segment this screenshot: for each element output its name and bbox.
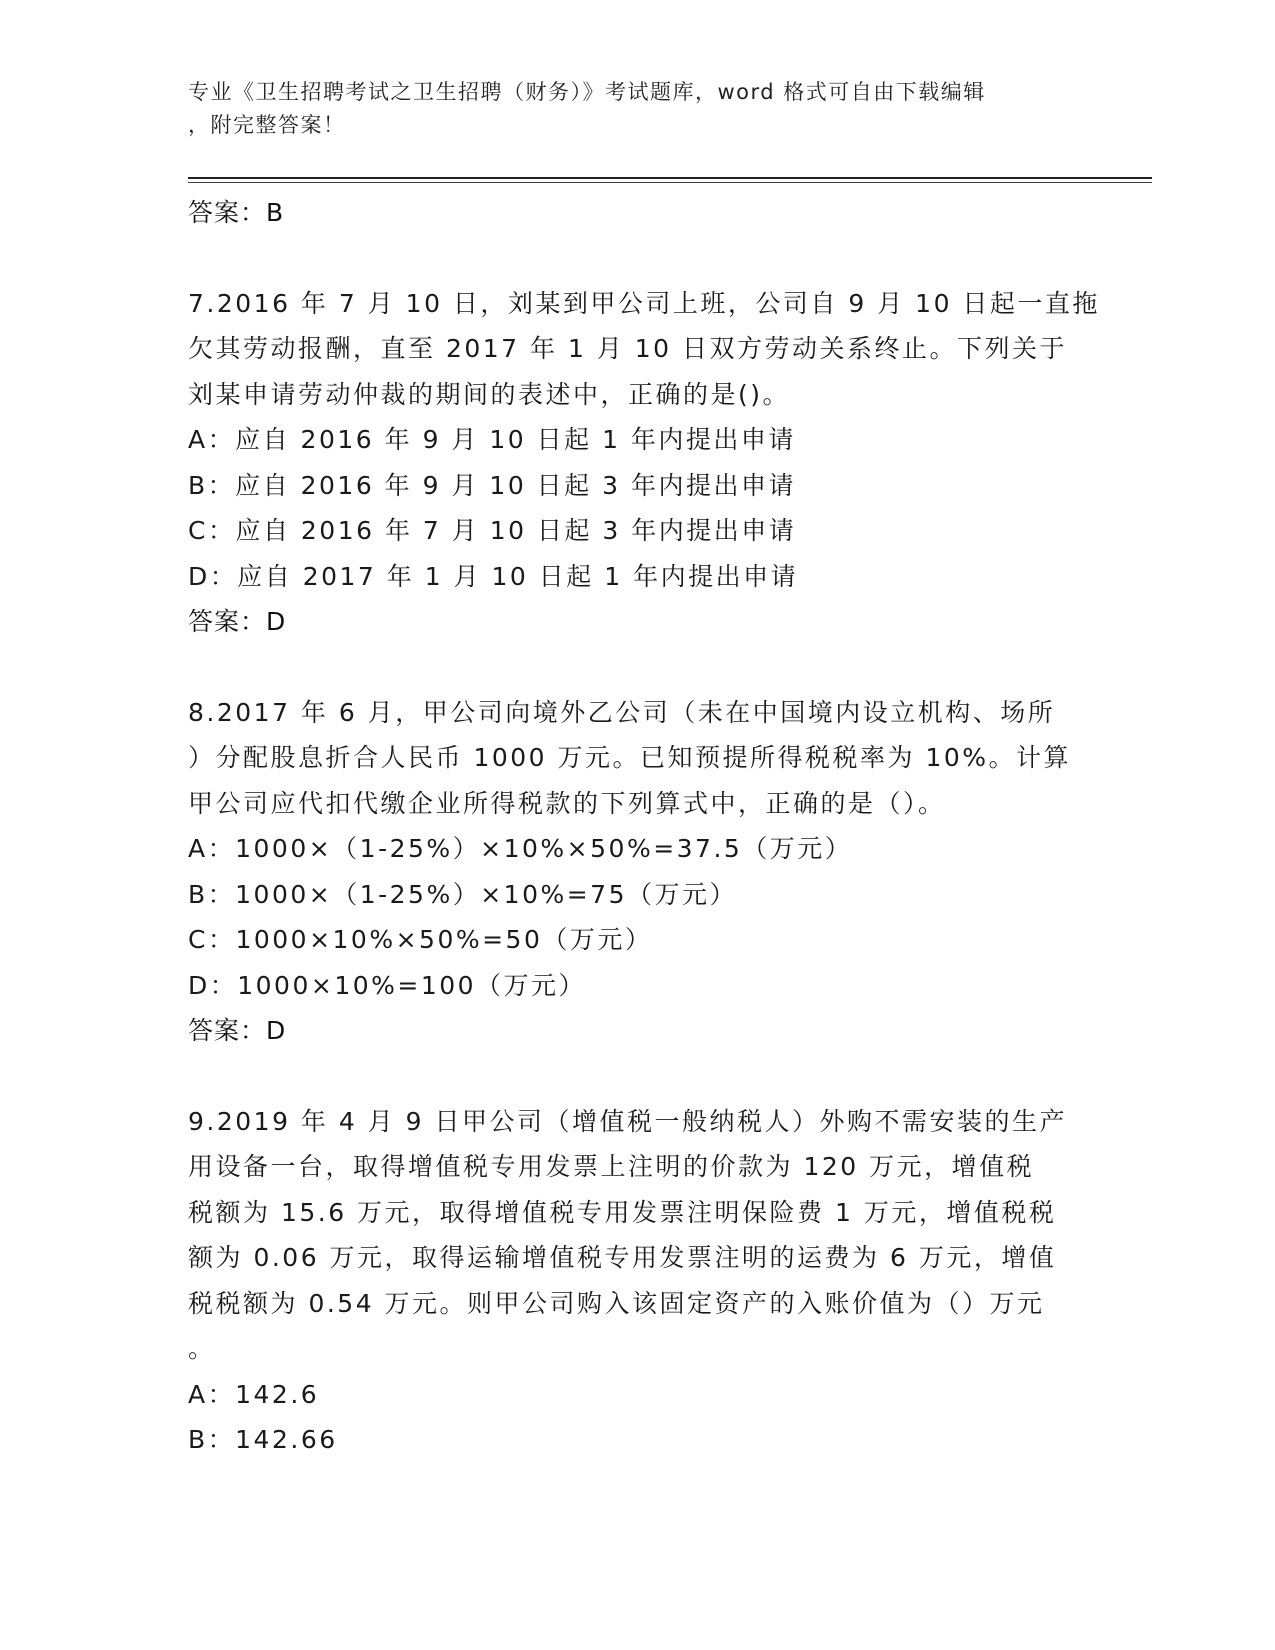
question-7-option-b: B：应自 2016 年 9 月 10 日起 3 年内提出申请: [188, 470, 796, 500]
question-9-line: 。: [188, 1334, 216, 1363]
spacer: [188, 645, 1088, 690]
question-9: [188, 1099, 1088, 1463]
spacer: [188, 1054, 1088, 1099]
header-divider-thin: [188, 182, 1152, 183]
question-7-line: 7.2016 年 7 月 10 日，刘某到甲公司上班，公司自 9 月 10 日起一直拖: [188, 288, 1100, 318]
question-7: [188, 281, 1100, 645]
question-8-line: 甲公司应代扣代缴企业所得税款的下列算式中，正确的是（）。: [188, 788, 946, 818]
header-line-2: ，附完整答案！: [188, 113, 346, 137]
question-9-line: 9.2019 年 4 月 9 日甲公司（增值税一般纳税人）外购不需安装的生产: [188, 1106, 1068, 1136]
question-8-line: 8.2017 年 6 月，甲公司向境外乙公司（未在中国境内设立机构、场所: [188, 697, 1056, 727]
question-7-line: 刘某申请劳动仲裁的期间的表述中，正确的是()。: [188, 379, 791, 409]
question-7-option-a: A：应自 2016 年 9 月 10 日起 1 年内提出申请: [188, 425, 796, 454]
question-9-line: 用设备一台，取得增值税专用发票上注明的价款为 120 万元，增值税: [188, 1152, 1035, 1181]
question-7-option-d: D：应自 2017 年 1 月 10 日起 1 年内提出申请: [188, 561, 799, 591]
question-7-option-c: C：应自 2016 年 7 月 10 日起 3 年内提出申请: [188, 516, 797, 545]
question-7-line: 欠其劳动报酬，直至 2017 年 1 月 10 日双方劳动关系终止。下列关于: [188, 334, 1068, 363]
header-line-1: 专业《卫生招聘考试之卫生招聘（财务）》考试题库，word 格式可自由下载编辑: [188, 80, 986, 104]
question-9-line: 额为 0.06 万元，取得运输增值税专用发票注明的运费为 6 万元，增值: [188, 1243, 1057, 1272]
question-8-option-a: A：1000×（1-25%）×10%×50%=37.5（万元）: [188, 834, 853, 863]
document-header: [188, 76, 1088, 142]
question-8: [188, 690, 1088, 1054]
question-8-answer: 答案：D: [188, 1016, 287, 1045]
header-divider-thick: [188, 177, 1152, 179]
previous-answer: 答案：B: [188, 198, 285, 227]
question-9-line: 税额为 15.6 万元，取得增值税专用发票注明保险费 1 万元，增值税税: [188, 1197, 1057, 1227]
question-8-option-b: B：1000×（1-25%）×10%=75（万元）: [188, 879, 737, 909]
question-9-line: 税税额为 0.54 万元。则甲公司购入该固定资产的入账价值为（）万元: [188, 1288, 1045, 1318]
question-9-option-b: B：142.66: [188, 1425, 338, 1454]
question-9-option-a: A：142.6: [188, 1379, 320, 1409]
document-content: [188, 190, 1100, 1463]
question-7-answer: 答案：D: [188, 607, 287, 636]
spacer: [188, 236, 1088, 281]
question-8-option-c: C：1000×10%×50%=50（万元）: [188, 925, 653, 954]
question-8-option-d: D：1000×10%=100（万元）: [188, 970, 587, 1000]
question-8-line: ）分配股息折合人民币 1000 万元。已知预提所得税税率为 10%。计算: [188, 743, 1072, 772]
